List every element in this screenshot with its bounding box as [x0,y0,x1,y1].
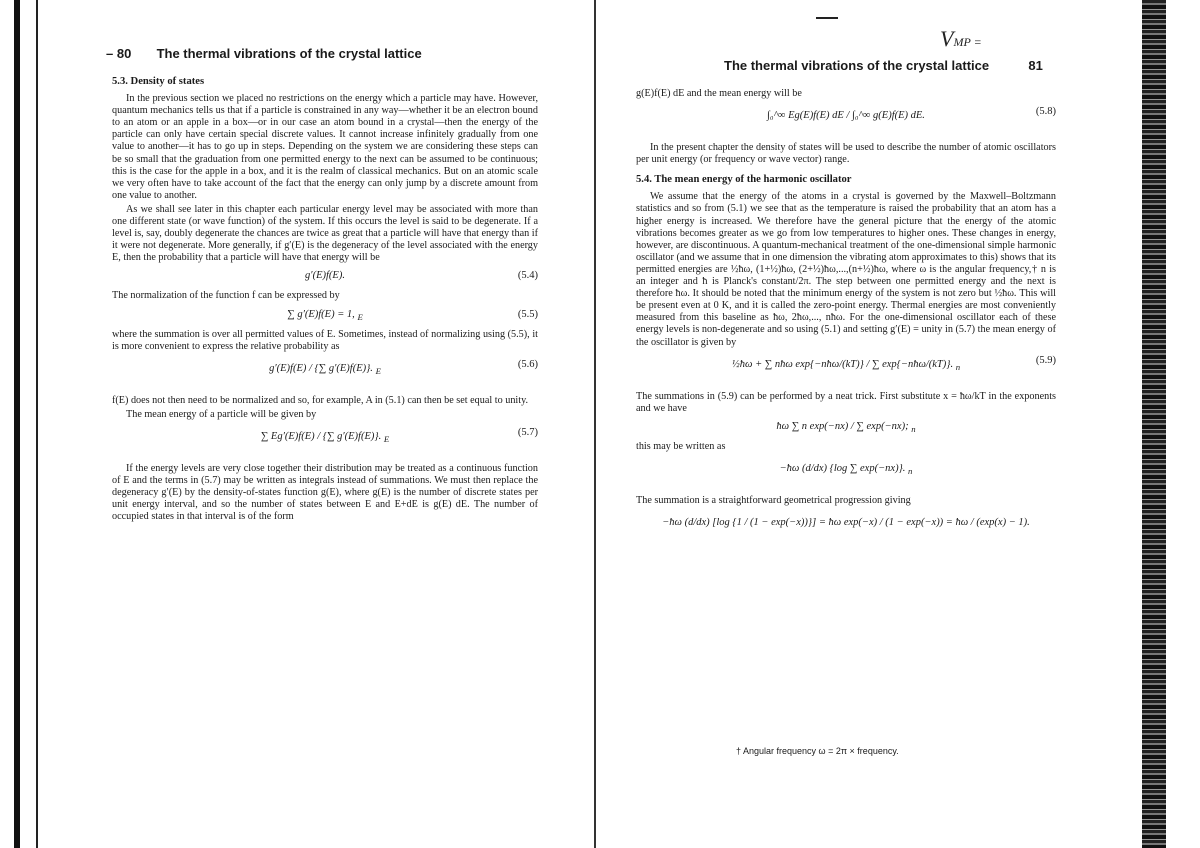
equation-number: (5.5) [517,308,538,320]
paragraph: g(E)f(E) dE and the mean energy will be [636,88,802,99]
equation-expression: ∑ Eg′(E)f(E) / {∑ g′(E)f(E)}. [260,431,382,443]
equation-subscript: E [375,365,381,376]
paragraph: The mean energy of a particle will be given by [126,408,317,420]
equation-substitution [636,421,1056,435]
equation-number: (5.9) [1035,354,1056,366]
equation-expression: ½ħω + ∑ nħω exp{−nħω/(kT)} / ∑ exp{−nħω/(kT)}. [731,358,954,370]
scan-edge-right [1142,0,1166,848]
equation-expression: −ħω (d/dx) [log {1 / (1 − exp(−x))}] = ħω exp(−x) / (1 − exp(−x)) = ħω / (exp(x) − 1). [662,517,1030,529]
footnote: † Angular frequency ω = 2π × frequency. [736,746,899,756]
paragraph: If the energy levels are very close together their distribution may be treated as a continuous function of E and the terms in (5.7) may be written as integrals instead of summations. We must then replace the degeneracy g′(E) by the density-of-states function g(E), where g(E) is the number of discrete states per unit energy interval, and so the number of states between E and E+dE is g(E) dE. The number of occupied states in that interval is of the form [112,463,538,523]
equation-expression: g′(E)f(E) / {∑ g′(E)f(E)}. [269,362,373,374]
equation-expression: ∑ g′(E)f(E) = 1, [287,308,355,320]
equation-5-6 [112,359,538,389]
paragraph: In the previous section we placed no restrictions on the energy which a particle may have. However, quantum mechanics tells us that if a particle is constrained in any way—whether it be an electron bound to an atom or an apple in a box—or in our case an atom bound in a crystal—then the energy of the particle can only have certain special discrete values. It cannot increase infinitely gradually from one value to another—it has to go up in steps. Depending on the system we are considering these steps can be so small that the graduation from one permitted energy to the next can be assumed to be continuous; this is the case for the apple in a box, and it is the realm of classical mechanics. But on an atomic scale we very often have to take account of the fact that the energy can only jump by a discrete amount from one value to another. [112,93,538,201]
paragraph: As we shall see later in this chapter each particular energy level may be associated with more than one different state (or wave function) of the system. If this occurs the level is said to be degenerate. If a level is, say, doubly degenerate the chances are twice as great that a particle will have that energy than if it were not degenerate. More generally, if g′(E) is the degeneracy of the level associated with the energy E, then the probability that a particle will have that energy will be [112,203,538,264]
equation-5-5 [112,309,538,323]
equation-log-form [636,459,1056,489]
handwriting-subscript: MP = [953,35,982,49]
section-heading-5-3: 5.3. Density of states [112,76,205,87]
handwriting-letter: V [940,26,954,51]
book-spine [594,0,596,848]
equation-expression: ħω ∑ n exp(−nx) / ∑ exp(−nx); [776,420,909,432]
left-page [106,0,538,848]
paragraph: The summations in (5.9) can be performed by a neat trick. First substitute x = ħω/kT in the exponents and we have [636,390,1056,414]
scan-edge-left [14,0,20,848]
left-page-body [112,74,538,526]
right-page-number: 81 [1028,58,1043,73]
equation-subscript: n [911,423,916,434]
section-heading-5-4: 5.4. The mean energy of the harmonic oscillator [636,174,852,186]
equation-expression: ∫₀^∞ Eg(E)f(E) dE / ∫₀^∞ g(E)f(E) dE. [767,110,925,122]
paragraph: where the summation is over all permitted values of E. Sometimes, instead of normalizing using (5.5), it is more convenient to express the relative probability as [112,328,538,352]
equation-number: (5.6) [517,358,538,370]
equation-subscript: E [383,434,390,445]
left-running-header: – 80 The thermal vibrations of the crystal lattice [106,46,422,61]
scan-edge-line [36,0,38,848]
equation-5-4 [112,270,538,284]
left-running-head: The thermal vibrations of the crystal lattice [156,46,422,61]
equation-expression: −ħω (d/dx) {log ∑ exp(−nx)}. [779,463,906,475]
paragraph: this may be written as [636,440,726,452]
paragraph: We assume that the energy of the atoms in a crystal is governed by the Maxwell–Boltzmann statistics and so from (5.1) we see that as the temperature is raised the probability that an atom has a higher energy is increased. We therefore have the general picture that the energy of the atomic vibrations becomes greater as we go from low temperatures to higher ones. These changes in energy, however, are discontinuous. A quantum-mechanical treatment of the one-dimensional simple harmonic oscillator (and we assume that in one dimension the vibrating atom approximates to this) shows that its permitted energies are ½ħω, (1+½)ħω, (2+½)ħω,...,(n+½)ħω, where ω is the angular frequency,† n is an integer and ħ is Planck's constant/2π. The step between one permitted energy and the next is therefore ħω. It should be noted that the minimum energy of the system is not zero but ½ħω. This will be present even at 0 K, and it is called the zero-point energy. Thermal energies are most conveniently measured from this baseline as ħω, 2ħω,..., nħω. For the one-dimensional oscillator each of these energy levels is non-degenerate and so using (5.1) and setting g′(E) = unity in (5.7) the mean energy of the oscillator is given by [636,191,1056,348]
equation-5-9 [636,355,1056,385]
equation-number: (5.7) [517,427,538,439]
right-running-head: The thermal vibrations of the crystal lattice [724,58,990,73]
paragraph: In the present chapter the density of states will be used to describe the number of atomic oscillators per unit energy (or frequency or wave vector) range. [636,142,1056,166]
paragraph: The summation is a straightforward geometrical progression giving [636,495,911,507]
right-running-header [724,58,1043,73]
equation-number: (5.8) [1035,106,1056,118]
left-page-number: 80 [116,46,132,61]
right-page-body [636,88,1056,549]
equation-subscript: E [357,311,363,322]
right-page [636,0,1056,848]
equation-5-8 [636,106,1056,136]
paragraph: The normalization of the function f can be expressed by [112,290,340,302]
equation-subscript: n [908,466,913,477]
equation-expression: g′(E)f(E). [305,270,345,282]
paragraph: f(E) does not then need to be normalized and so, for example, A in (5.1) can then be set equal to unity. [112,394,529,406]
equation-geometric-result [636,513,1056,543]
equation-number: (5.4) [517,270,538,282]
equation-subscript: n [955,361,961,372]
equation-5-7 [112,427,538,457]
